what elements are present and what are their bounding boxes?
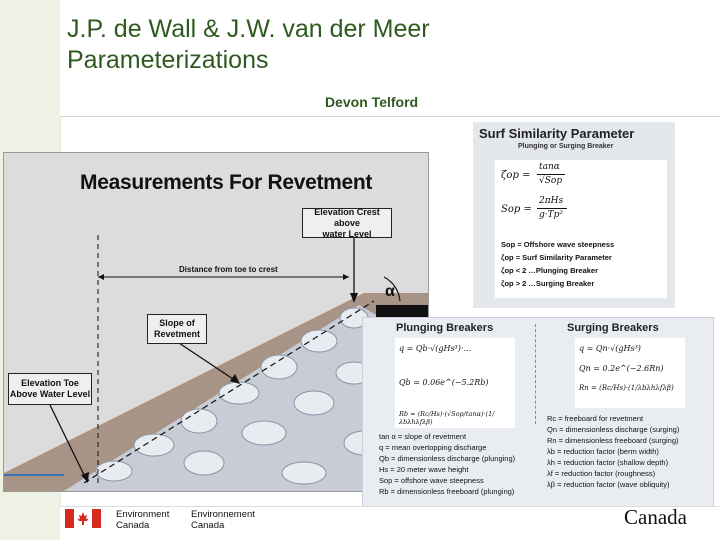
canada-wordmark: Canada	[624, 505, 687, 529]
plunging-eq-3: Rb = (Rc/Hs)·(√Sop/tanα)·(1/λbλhλfλβ)	[399, 410, 495, 426]
surf-title: Surf Similarity Parameter	[479, 126, 635, 141]
surging-eq-2: Qn = 0.2e^(−2.6Rn)	[579, 364, 664, 373]
distance-label: Distance from toe to crest	[179, 265, 278, 274]
author-name: Devon Telford	[325, 94, 419, 110]
surf-def-3: ζop < 2 …Plunging Breaker	[501, 266, 599, 275]
surging-eq-1: q = Qn·√(gHs³)	[579, 344, 641, 353]
plunging-def-1: tan α = slope of revetment	[379, 432, 467, 441]
surging-def-4: λb = reduction factor (berm width)	[547, 447, 659, 456]
slope-label-line-1: Slope of	[159, 318, 195, 328]
breakers-panel	[362, 317, 714, 507]
toe-label-line-2: Above Water Level	[9, 389, 91, 399]
surf-eq2-lhs: Sop =	[501, 204, 532, 215]
toe-elevation-label	[8, 373, 92, 405]
surf-def-1: Sop = Offshore wave steepness	[501, 240, 615, 249]
crest-label-line-2: water Level	[322, 228, 372, 239]
surf-eq1-num: tanα	[539, 162, 560, 172]
surging-def-6: λf = reduction factor (roughness)	[547, 469, 656, 478]
slide-title	[67, 14, 667, 76]
surging-equations	[575, 338, 685, 408]
title-line-2: Parameterizations	[67, 46, 269, 74]
org-en-line-1: Environment	[116, 509, 170, 520]
surging-eq-3: Rn = (Rc/Hs)·(1/λbλhλfλβ)	[579, 384, 674, 392]
surging-def-7: λβ = reduction factor (wave obliquity)	[547, 480, 670, 489]
plunging-eq-1: q = Qb·√(gHs³)·…	[399, 344, 472, 353]
alpha-label: α	[385, 283, 395, 300]
plunging-title: Plunging Breakers	[396, 322, 494, 334]
surf-def-4: ζop > 2 …Surging Breaker	[501, 279, 595, 288]
plunging-def-6: Rb = dimensionless freeboard (plunging)	[379, 487, 515, 496]
org-fr-line-2: Canada	[191, 520, 225, 531]
plunging-equations	[395, 338, 515, 428]
crest-block	[376, 305, 428, 317]
footer-divider	[60, 506, 720, 507]
surging-def-2: Qn = dimensionless discharge (surging)	[547, 425, 680, 434]
surf-similarity-panel	[473, 122, 675, 308]
surging-def-5: λh = reduction factor (shallow depth)	[547, 458, 669, 467]
surging-title: Surging Breakers	[567, 322, 659, 334]
crest-elevation-label	[302, 208, 392, 238]
surf-subtitle: Plunging or Surging Breaker	[518, 143, 614, 150]
surf-eq1-lhs: ζop =	[501, 170, 531, 181]
org-en-line-2: Canada	[116, 520, 150, 531]
slope-label-line-2: Revetment	[153, 329, 200, 339]
plunging-def-4: Hs = 20 meter wave height	[379, 465, 469, 474]
org-name-french	[191, 509, 255, 531]
canada-flag-icon	[65, 509, 101, 528]
org-name-english	[116, 509, 169, 531]
plunging-def-2: q = mean overtopping discharge	[379, 443, 487, 452]
org-fr-line-1: Environnement	[191, 509, 255, 520]
crest-label-line-1: Elevation Crest above	[314, 206, 380, 228]
surging-def-3: Rn = dimensionless freeboard (surging)	[547, 436, 679, 445]
surf-equations	[495, 160, 667, 298]
toe-label-line-1: Elevation Toe	[21, 378, 79, 388]
plunging-def-3: Qb = dimensionless discharge (plunging)	[379, 454, 516, 463]
surf-eq1-den: √Sop	[539, 176, 563, 186]
breakers-divider	[535, 324, 536, 424]
revetment-title: Measurements For Revetment	[80, 171, 373, 194]
surf-eq2-den: g·Tp²	[539, 210, 563, 220]
header-divider	[60, 116, 720, 117]
plunging-def-5: Sop = offshore wave steepness	[379, 476, 484, 485]
surging-def-1: Rc = freeboard for revetment	[547, 414, 644, 423]
plunging-eq-2: Qb = 0.06e^(−5.2Rb)	[399, 378, 489, 387]
slope-label	[147, 314, 207, 344]
title-line-1: J.P. de Wall & J.W. van der Meer	[67, 15, 430, 43]
surf-eq2-num: 2πHs	[539, 196, 564, 206]
surf-def-2: ζop = Surf Similarity Parameter	[501, 253, 612, 262]
